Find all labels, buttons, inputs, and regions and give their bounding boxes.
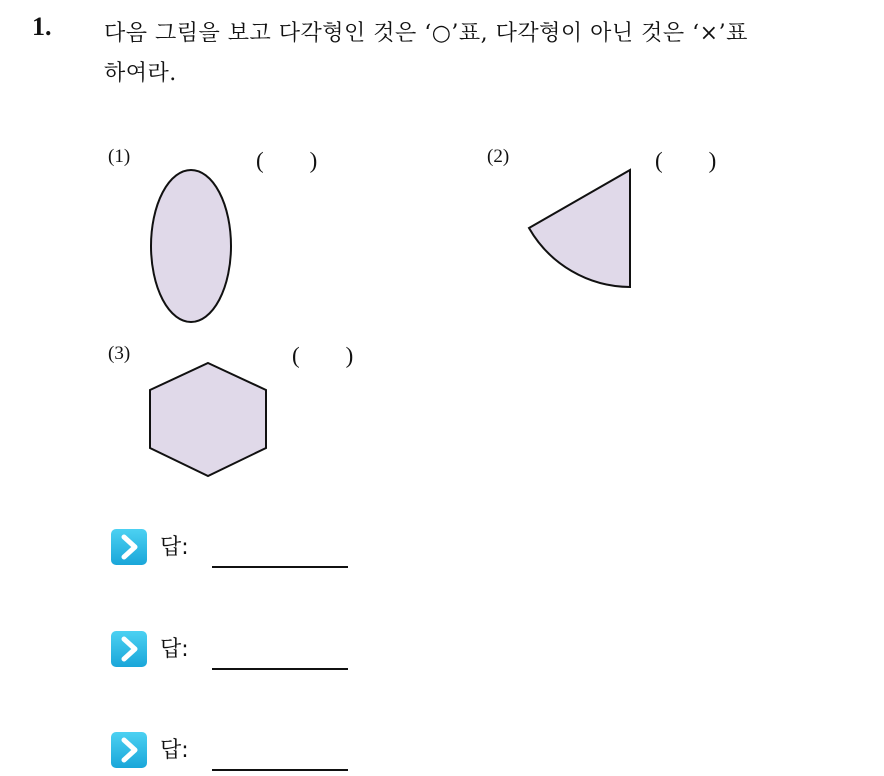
question-number: 1. bbox=[32, 12, 52, 41]
answer-input-2[interactable] bbox=[212, 668, 348, 670]
item-3-answer-blank[interactable]: ( ) bbox=[292, 343, 354, 368]
chevron-right-icon bbox=[110, 630, 148, 668]
answer-input-3[interactable] bbox=[212, 769, 348, 771]
item-3-label: (3) bbox=[108, 343, 131, 364]
item-1-answer-blank[interactable]: ( ) bbox=[256, 148, 318, 173]
ellipse-icon bbox=[148, 168, 236, 326]
question-text-line1: 다음 그림을 보고 다각형인 것은 ‘○’표, 다각형이 아닌 것은 ‘×’표 bbox=[104, 21, 748, 46]
circular-sector-icon bbox=[526, 166, 636, 292]
item-1-label: (1) bbox=[108, 146, 131, 167]
answer-label: 답: bbox=[160, 535, 189, 560]
item-2-label: (2) bbox=[487, 146, 510, 167]
chevron-right-icon bbox=[110, 731, 148, 769]
answer-label: 답: bbox=[160, 637, 189, 662]
item-2-answer-blank[interactable]: ( ) bbox=[655, 148, 717, 173]
question-text bbox=[104, 14, 874, 94]
question-text-line2: 하여라. bbox=[104, 61, 177, 86]
hexagon-icon bbox=[146, 360, 272, 480]
answer-label: 답: bbox=[160, 738, 189, 763]
chevron-right-icon bbox=[110, 528, 148, 566]
answer-input-1[interactable] bbox=[212, 566, 348, 568]
